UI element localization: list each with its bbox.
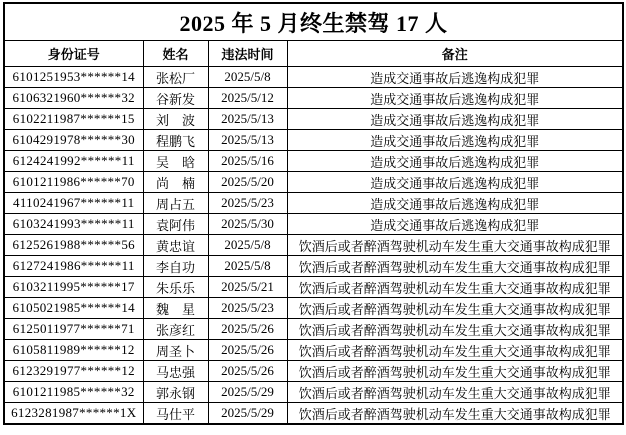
id-number-cell: 6102211987******15 [4, 109, 143, 130]
header-violation-time: 违法时间 [208, 41, 287, 67]
header-id-number: 身份证号 [4, 41, 143, 67]
table-row [4, 109, 623, 130]
remark-cell: 饮酒后或者醉酒驾驶机动车发生重大交通事故构成犯罪 [287, 340, 623, 361]
table-row [4, 319, 623, 340]
remark-cell: 饮酒后或者醉酒驾驶机动车发生重大交通事故构成犯罪 [287, 403, 623, 425]
table-row [4, 256, 623, 277]
violation-date-cell: 2025/5/13 [208, 130, 287, 151]
id-number-cell: 6105021985******14 [4, 298, 143, 319]
table-row [4, 235, 623, 256]
violation-date-cell: 2025/5/26 [208, 340, 287, 361]
violation-date-cell: 2025/5/23 [208, 193, 287, 214]
name-cell: 刘 波 [143, 109, 208, 130]
violation-date-cell: 2025/5/20 [208, 172, 287, 193]
header-name: 姓名 [143, 41, 208, 67]
id-number-cell: 6106321960******32 [4, 88, 143, 109]
violation-date-cell: 2025/5/29 [208, 403, 287, 425]
remark-cell: 造成交通事故后逃逸构成犯罪 [287, 214, 623, 235]
violation-date-cell: 2025/5/16 [208, 151, 287, 172]
table-row [4, 277, 623, 298]
table-row [4, 130, 623, 151]
title-row [4, 3, 623, 41]
name-cell: 张彦红 [143, 319, 208, 340]
remark-cell: 造成交通事故后逃逸构成犯罪 [287, 172, 623, 193]
violation-date-cell: 2025/5/30 [208, 214, 287, 235]
violation-date-cell: 2025/5/12 [208, 88, 287, 109]
remark-cell: 饮酒后或者醉酒驾驶机动车发生重大交通事故构成犯罪 [287, 382, 623, 403]
remark-cell: 造成交通事故后逃逸构成犯罪 [287, 109, 623, 130]
name-cell: 周圣卜 [143, 340, 208, 361]
table-row [4, 382, 623, 403]
table-row [4, 67, 623, 88]
name-cell: 尚 楠 [143, 172, 208, 193]
table-header-row [4, 41, 623, 67]
violation-date-cell: 2025/5/13 [208, 109, 287, 130]
violation-date-cell: 2025/5/26 [208, 361, 287, 382]
violation-date-cell: 2025/5/8 [208, 67, 287, 88]
name-cell: 李自功 [143, 256, 208, 277]
remark-cell: 造成交通事故后逃逸构成犯罪 [287, 67, 623, 88]
remark-cell: 饮酒后或者醉酒驾驶机动车发生重大交通事故构成犯罪 [287, 361, 623, 382]
name-cell: 魏 星 [143, 298, 208, 319]
violation-date-cell: 2025/5/23 [208, 298, 287, 319]
id-number-cell: 6127241986******11 [4, 256, 143, 277]
id-number-cell: 6123281987******1X [4, 403, 143, 425]
violation-date-cell: 2025/5/8 [208, 256, 287, 277]
name-cell: 谷新发 [143, 88, 208, 109]
remark-cell: 饮酒后或者醉酒驾驶机动车发生重大交通事故构成犯罪 [287, 277, 623, 298]
id-number-cell: 6123291977******12 [4, 361, 143, 382]
violation-date-cell: 2025/5/29 [208, 382, 287, 403]
id-number-cell: 6103211995******17 [4, 277, 143, 298]
name-cell: 吴 晗 [143, 151, 208, 172]
table-body [4, 67, 623, 425]
name-cell: 程鹏飞 [143, 130, 208, 151]
table-row [4, 403, 623, 425]
table-row [4, 172, 623, 193]
table-row [4, 214, 623, 235]
name-cell: 袁阿伟 [143, 214, 208, 235]
ban-table [3, 2, 624, 425]
id-number-cell: 6124241992******11 [4, 151, 143, 172]
name-cell: 周占五 [143, 193, 208, 214]
id-number-cell: 6101211986******70 [4, 172, 143, 193]
remark-cell: 饮酒后或者醉酒驾驶机动车发生重大交通事故构成犯罪 [287, 256, 623, 277]
id-number-cell: 6105811989******12 [4, 340, 143, 361]
name-cell: 马忠强 [143, 361, 208, 382]
page-title: 2025 年 5 月终生禁驾 17 人 [4, 3, 623, 41]
remark-cell: 饮酒后或者醉酒驾驶机动车发生重大交通事故构成犯罪 [287, 235, 623, 256]
remark-cell: 造成交通事故后逃逸构成犯罪 [287, 193, 623, 214]
name-cell: 郭永钢 [143, 382, 208, 403]
table-row [4, 361, 623, 382]
id-number-cell: 6125261988******56 [4, 235, 143, 256]
remark-cell: 造成交通事故后逃逸构成犯罪 [287, 151, 623, 172]
remark-cell: 造成交通事故后逃逸构成犯罪 [287, 130, 623, 151]
id-number-cell: 6104291978******30 [4, 130, 143, 151]
remark-cell: 饮酒后或者醉酒驾驶机动车发生重大交通事故构成犯罪 [287, 319, 623, 340]
table-row [4, 151, 623, 172]
id-number-cell: 6101251953******14 [4, 67, 143, 88]
id-number-cell: 4110241967******11 [4, 193, 143, 214]
remark-cell: 饮酒后或者醉酒驾驶机动车发生重大交通事故构成犯罪 [287, 298, 623, 319]
table-row [4, 298, 623, 319]
violation-date-cell: 2025/5/26 [208, 319, 287, 340]
name-cell: 黄忠谊 [143, 235, 208, 256]
id-number-cell: 6103241993******11 [4, 214, 143, 235]
table-row [4, 193, 623, 214]
name-cell: 马仕平 [143, 403, 208, 425]
table-row [4, 340, 623, 361]
name-cell: 朱乐乐 [143, 277, 208, 298]
violation-date-cell: 2025/5/21 [208, 277, 287, 298]
violation-date-cell: 2025/5/8 [208, 235, 287, 256]
remark-cell: 造成交通事故后逃逸构成犯罪 [287, 88, 623, 109]
table-row [4, 88, 623, 109]
id-number-cell: 6125011977******71 [4, 319, 143, 340]
header-remark: 备注 [287, 41, 623, 67]
name-cell: 张松厂 [143, 67, 208, 88]
id-number-cell: 6101211985******32 [4, 382, 143, 403]
